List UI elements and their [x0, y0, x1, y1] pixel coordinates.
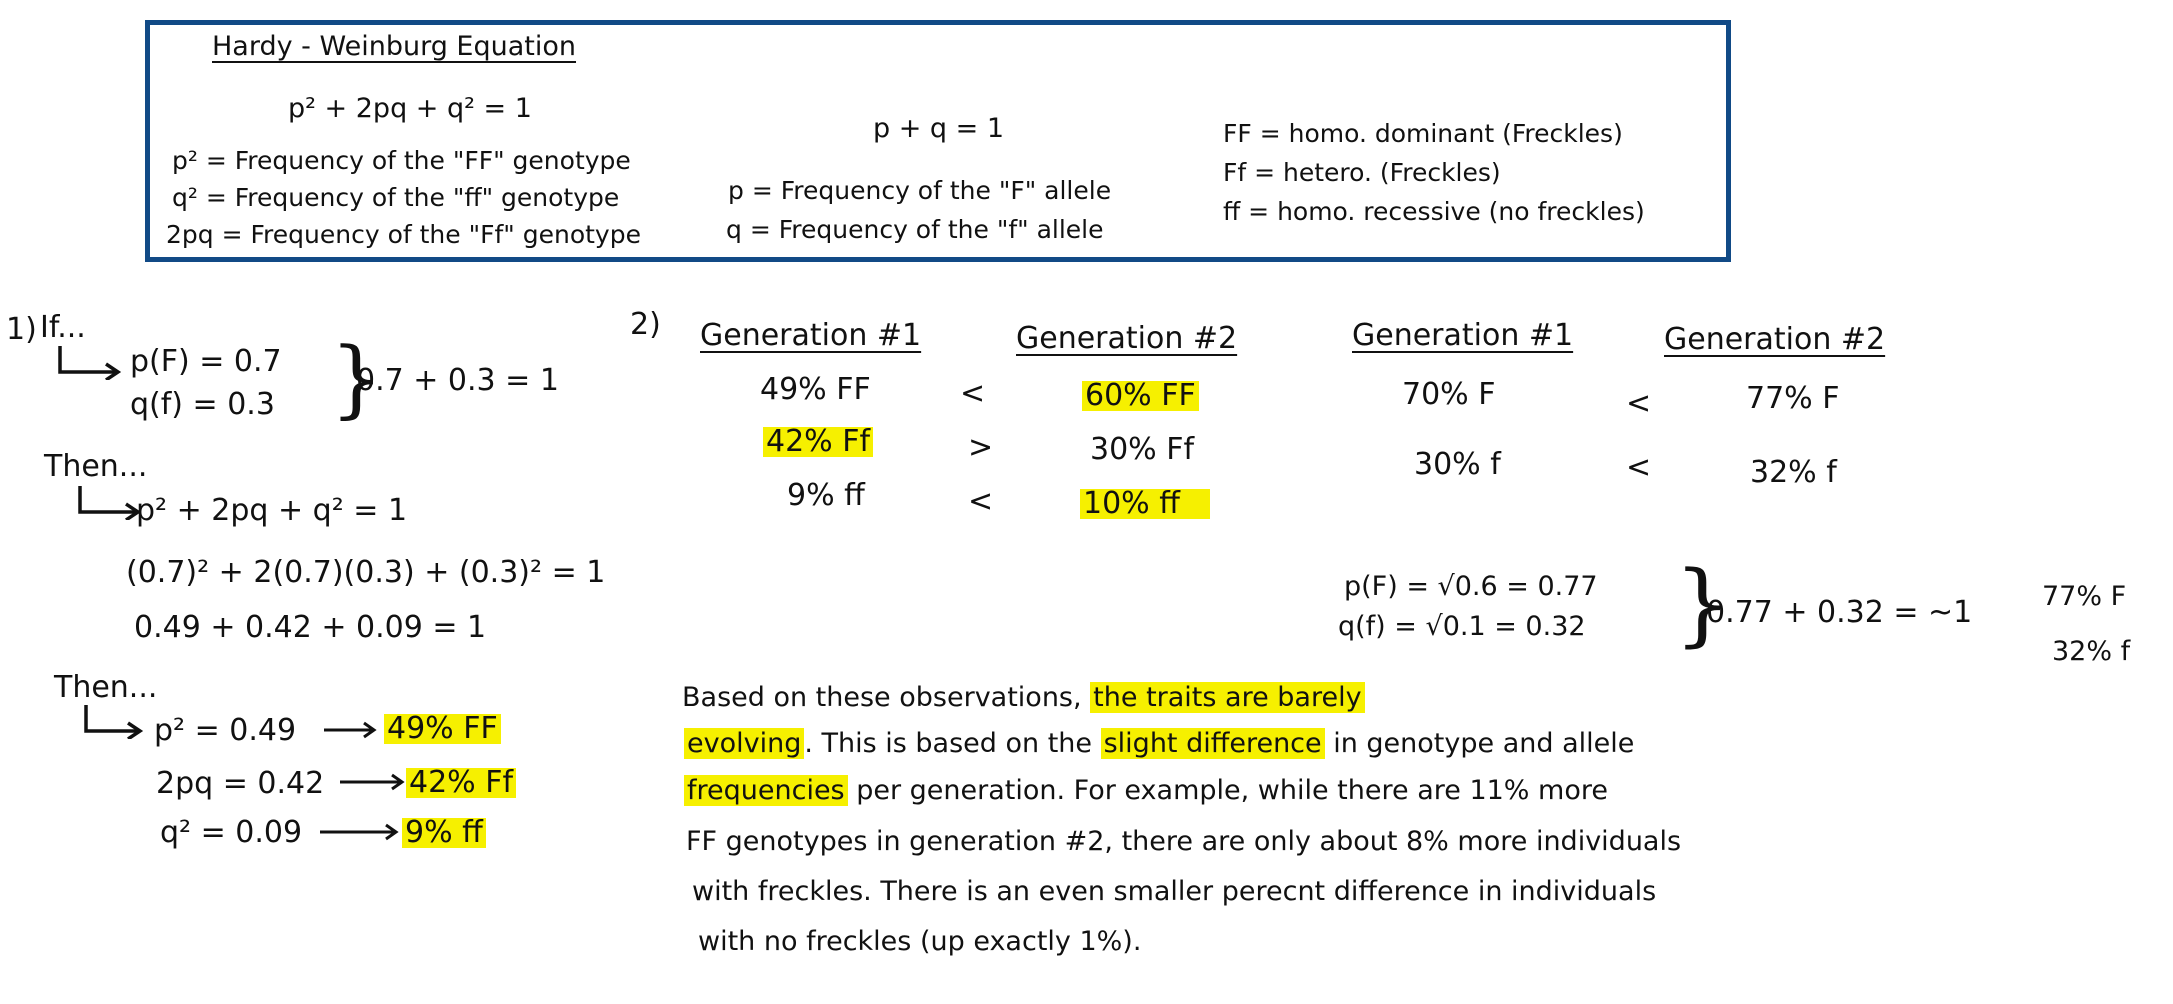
text: in genotype and allele [1324, 728, 1635, 759]
long-arrow-icon [338, 770, 406, 794]
def-q2: q² = Frequency of the "ff" genotype [172, 183, 620, 212]
arrow-icon [56, 344, 126, 380]
brace-icon: } [1674, 552, 1732, 657]
allele-header-gen2: Generation #2 [1664, 322, 1886, 357]
text: . This is based on the [804, 728, 1101, 759]
hw-equation-restated: p² + 2pq + q² = 1 [136, 493, 408, 528]
allele-row-gen1: 30% f [1414, 447, 1501, 482]
calc-result-F: 77% F [2042, 581, 2127, 612]
pq-equation: p + q = 1 [873, 113, 1005, 144]
calc-q-of-f: q(f) = √0.1 = 0.32 [1338, 611, 1586, 642]
box-title: Hardy - Weinburg Equation [212, 31, 577, 62]
allele-sum: 0.7 + 0.3 = 1 [356, 363, 559, 398]
part2-number: 2) [630, 307, 661, 342]
result-q2: q² = 0.09 [160, 815, 303, 850]
result-FF: 49% FF [384, 714, 501, 744]
highlight: the traits are barely [1090, 682, 1364, 713]
allele-row-gen1: 70% F [1402, 377, 1496, 412]
allele-row-gen2: 32% f [1750, 455, 1837, 490]
paragraph-line-6: with no freckles (up exactly 1%). [698, 926, 1142, 957]
genotype-row-gen2: 10% ff [1080, 489, 1210, 519]
allele-row-cmp: < [1626, 450, 1652, 485]
highlight: frequencies [684, 775, 848, 806]
substituted-equation: (0.7)² + 2(0.7)(0.3) + (0.3)² = 1 [126, 555, 606, 590]
genotype-row-gen1: 42% Ff [763, 427, 873, 457]
result-Ff: 42% Ff [406, 768, 516, 798]
allele-header-gen1: Generation #1 [1352, 318, 1574, 353]
calc-sum: 0.77 + 0.32 = ~1 [1706, 595, 1973, 630]
paragraph-line-2 [684, 730, 1634, 757]
text: Based on these observations, [682, 682, 1091, 713]
genotype-header-gen2: Generation #2 [1016, 321, 1238, 356]
part1-if: If... [40, 310, 86, 345]
text: per generation. For example, while there are 11% more [847, 775, 1608, 806]
long-arrow-icon [322, 718, 378, 742]
def-2pq: 2pq = Frequency of the "Ff" genotype [166, 220, 641, 249]
calc-p-of-F: p(F) = √0.6 = 0.77 [1344, 571, 1598, 602]
computed-values: 0.49 + 0.42 + 0.09 = 1 [134, 610, 487, 645]
p-of-F: p(F) = 0.7 [130, 344, 282, 379]
then-1: Then... [44, 449, 148, 484]
def-q: q = Frequency of the "f" allele [726, 215, 1104, 244]
part1-number: 1) [6, 312, 37, 347]
hw-equation: p² + 2pq + q² = 1 [288, 93, 532, 124]
paragraph-line-5: with freckles. There is an even smaller perecnt difference in individuals [692, 876, 1657, 907]
result-ff: 9% ff [402, 818, 486, 848]
calc-result-f: 32% f [2052, 636, 2131, 667]
def-p: p = Frequency of the "F" allele [728, 176, 1112, 205]
long-arrow-icon [318, 820, 400, 844]
paragraph-line-1 [682, 684, 1365, 711]
then-2: Then... [54, 670, 158, 705]
genotype-row-gen2: 30% Ff [1090, 432, 1195, 467]
def-p2: p² = Frequency of the "FF" genotype [172, 146, 631, 175]
genotype-row-gen2: 60% FF [1082, 381, 1199, 411]
genotype-row-gen1: 9% ff [787, 478, 865, 513]
genotype-row-cmp: > [968, 430, 994, 465]
q-of-f: q(f) = 0.3 [130, 387, 275, 422]
genotype-row-gen1: 49% FF [760, 372, 871, 407]
paragraph-line-4: FF genotypes in generation #2, there are only about 8% more individuals [686, 826, 1682, 857]
highlight: evolving [684, 728, 804, 759]
key-Ff: Ff = hetero. (Freckles) [1223, 158, 1501, 187]
result-p2: p² = 0.49 [154, 713, 297, 748]
genotype-row-cmp: < [968, 484, 994, 519]
genotype-row-cmp: < [960, 376, 986, 411]
highlight: slight difference [1101, 728, 1325, 759]
genotype-header-gen1: Generation #1 [700, 318, 922, 353]
brace-icon: } [330, 329, 384, 427]
key-FF: FF = homo. dominant (Freckles) [1223, 119, 1623, 148]
allele-row-gen2: 77% F [1746, 381, 1840, 416]
key-ff: ff = homo. recessive (no freckles) [1223, 197, 1645, 226]
allele-row-cmp: < [1626, 386, 1652, 421]
paragraph-line-3 [684, 777, 1608, 804]
result-2pq: 2pq = 0.42 [156, 766, 325, 801]
arrow-icon [82, 703, 146, 739]
